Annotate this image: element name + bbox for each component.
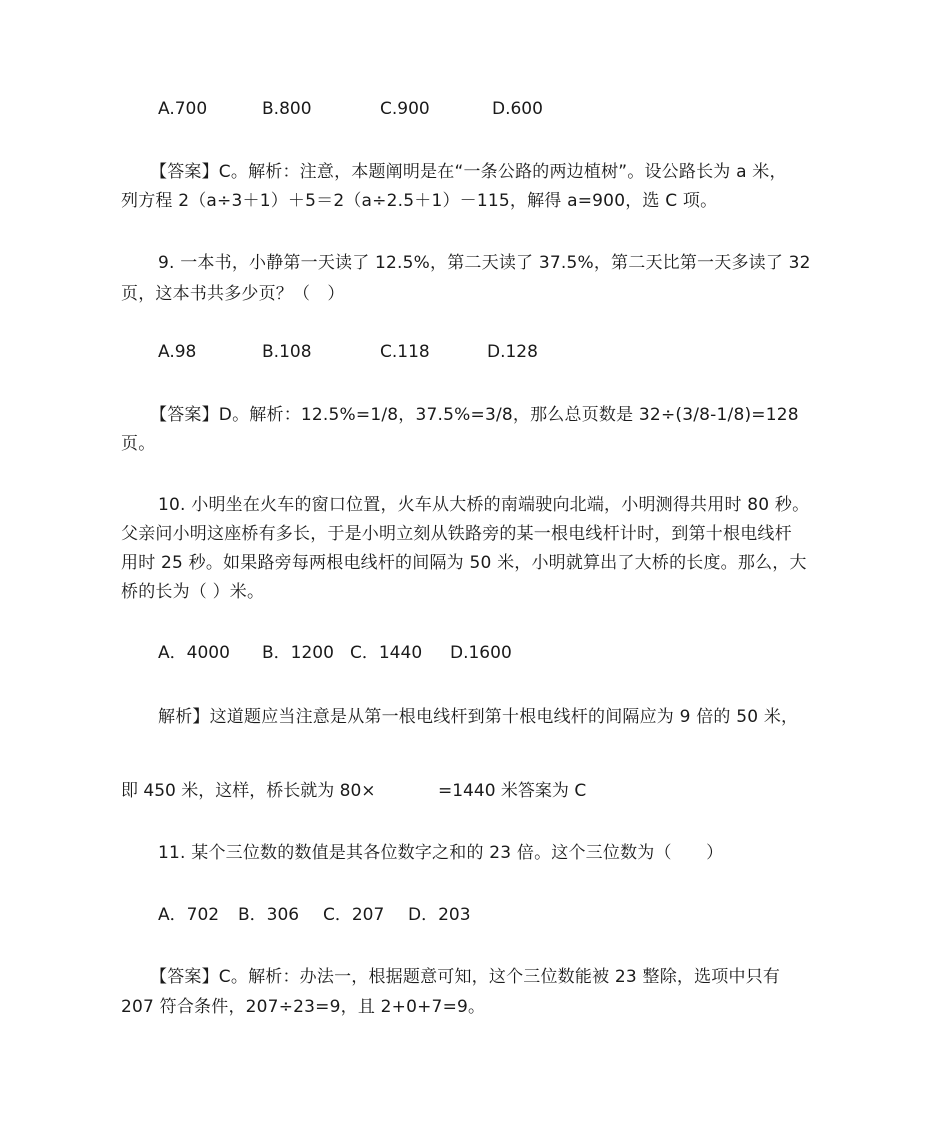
q10-analysis-line-2-start: 即 450 米，这样，桥长就为 80× <box>121 781 376 801</box>
q9-answer-line-2: 页。 <box>121 434 156 454</box>
q10-stem-line-3: 用时 25 秒。如果路旁每两根电线杆的间隔为 50 米，小明就算出了大桥的长度。那么，大 <box>121 553 807 573</box>
q8-option-d: D.600 <box>492 99 543 119</box>
q10-stem-line-2: 父亲问小明这座桥有多长，于是小明立刻从铁路旁的某一根电线杆计时，到第十根电线杆 <box>121 524 792 544</box>
q8-answer-line-2: 列方程 2（a÷3＋1）＋5＝2（a÷2.5＋1）－115，解得 a=900，选 C 项。 <box>121 191 718 211</box>
q10-analysis-line-1: 解析】这道题应当注意是从第一根电线杆到第十根电线杆的间隔应为 9 倍的 50 米， <box>158 707 799 727</box>
q10-option-a: A．4000 <box>158 643 230 663</box>
q11-answer-line-1: 【答案】C。解析：办法一，根据题意可知，这个三位数能被 23 整除，选项中只有 <box>150 967 781 987</box>
q10-option-c: C．1440 <box>350 643 423 663</box>
q11-option-d: D．203 <box>408 905 471 925</box>
q11-option-b: B．306 <box>238 905 300 925</box>
q10-option-b: B．1200 <box>262 643 334 663</box>
q9-option-c: C.118 <box>380 342 430 362</box>
q11-option-c: C．207 <box>323 905 385 925</box>
q9-stem-line-2: 页，这本书共多少页？（ ） <box>121 284 345 304</box>
q8-option-b: B.800 <box>262 99 312 119</box>
q10-stem-line-4: 桥的长为（ ）米。 <box>121 582 265 602</box>
q10-option-d: D.1600 <box>450 643 512 663</box>
q11-option-a: A．702 <box>158 905 220 925</box>
q10-stem-line-1: 10. 小明坐在火车的窗口位置，火车从大桥的南端驶向北端，小明测得共用时 80 秒。 <box>158 495 810 515</box>
q9-option-d: D.128 <box>487 342 538 362</box>
q11-answer-line-2: 207 符合条件，207÷23=9，且 2+0+7=9。 <box>121 997 486 1017</box>
q9-stem-line-1: 9. 一本书，小静第一天读了 12.5%，第二天读了 37.5%，第二天比第一天多读了 32 <box>158 253 811 273</box>
q8-option-a: A.700 <box>158 99 208 119</box>
q9-option-a: A.98 <box>158 342 197 362</box>
q9-option-b: B.108 <box>262 342 312 362</box>
q10-analysis-line-2-end: =1440 米答案为 C <box>438 781 587 801</box>
q8-option-c: C.900 <box>380 99 430 119</box>
q11-stem-line-1: 11. 某个三位数的数值是其各位数字之和的 23 倍。这个三位数为（ ） <box>158 843 724 863</box>
q8-answer-line-1: 【答案】C。解析：注意，本题阐明是在“一条公路的两边植树”。设公路长为 a 米， <box>150 162 787 182</box>
q9-answer-line-1: 【答案】D。解析：12.5%=1/8，37.5%=3/8，那么总页数是 32÷(3/8-1/8)=128 <box>150 405 799 425</box>
